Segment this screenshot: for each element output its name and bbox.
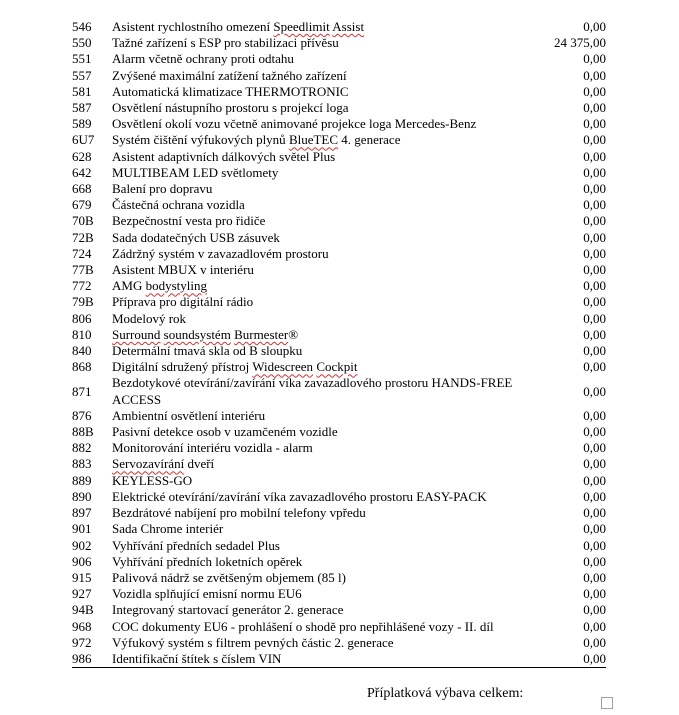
table-row bbox=[72, 505, 606, 521]
option-price: 0,00 bbox=[583, 569, 606, 585]
option-description bbox=[112, 586, 536, 602]
option-description bbox=[112, 343, 536, 359]
option-description bbox=[112, 359, 536, 375]
option-price: 0,00 bbox=[583, 67, 606, 83]
option-code: 915 bbox=[72, 569, 92, 585]
option-price: 0,00 bbox=[583, 326, 606, 342]
option-code: 642 bbox=[72, 164, 92, 180]
option-price: 0,00 bbox=[583, 294, 606, 310]
option-description bbox=[112, 619, 536, 635]
option-price: 0,00 bbox=[583, 383, 606, 399]
option-description bbox=[112, 246, 536, 262]
table-row bbox=[72, 197, 606, 213]
misspelled-word: BlueTEC bbox=[288, 132, 339, 148]
table-row bbox=[72, 116, 606, 132]
option-description bbox=[112, 440, 536, 456]
option-price: 0,00 bbox=[583, 537, 606, 553]
description-text: Identifikační štítek s číslem VIN bbox=[112, 650, 282, 666]
misspelled-word: Speedlimit bbox=[273, 19, 330, 34]
option-code: 806 bbox=[72, 310, 92, 326]
option-code: 551 bbox=[72, 51, 92, 67]
option-description bbox=[112, 181, 536, 197]
option-description bbox=[112, 116, 536, 132]
misspelled-word: Assist bbox=[332, 19, 365, 34]
option-code: 972 bbox=[72, 634, 92, 650]
misspelled-word: Widescreen bbox=[252, 359, 314, 375]
option-code: 986 bbox=[72, 650, 92, 666]
table-row bbox=[72, 651, 606, 668]
description-text: Modelový rok bbox=[112, 310, 187, 326]
option-description bbox=[112, 635, 536, 651]
option-code: 927 bbox=[72, 586, 92, 602]
description-text: Tažné zařízení s ESP pro stabilizaci přívěsu bbox=[112, 35, 339, 51]
option-description bbox=[112, 456, 536, 472]
description-text: Integrovaný startovací generátor 2. generace bbox=[112, 602, 344, 618]
description-text: Systém čištění výfukových plynů bbox=[112, 132, 289, 148]
option-price: 0,00 bbox=[583, 586, 606, 602]
description-text: Osvětlení nástupního prostoru s projekcí loga bbox=[112, 100, 349, 116]
option-price: 0,00 bbox=[583, 343, 606, 359]
option-price: 0,00 bbox=[583, 245, 606, 261]
option-price: 0,00 bbox=[583, 472, 606, 488]
option-code: 628 bbox=[72, 148, 92, 164]
misspelled-word: Burmester bbox=[234, 326, 289, 342]
option-code: 840 bbox=[72, 343, 92, 359]
description-text: Ambientní osvětlení interiéru bbox=[112, 407, 266, 423]
option-description bbox=[112, 19, 536, 35]
option-description bbox=[112, 602, 536, 618]
option-price: 0,00 bbox=[583, 650, 606, 666]
description-text: Palivová nádrž se zvětšeným objemem (85 l) bbox=[112, 569, 346, 585]
description-text: Automatická klimatizace THERMOTRONIC bbox=[112, 83, 349, 99]
table-row bbox=[72, 586, 606, 602]
option-description bbox=[112, 132, 536, 148]
option-price: 0,00 bbox=[583, 116, 606, 132]
option-description bbox=[112, 68, 536, 84]
option-price: 0,00 bbox=[583, 553, 606, 569]
description-text: Digitální sdružený přístroj bbox=[112, 359, 253, 375]
table-row bbox=[72, 343, 606, 359]
option-price: 0,00 bbox=[583, 148, 606, 164]
option-description bbox=[112, 149, 536, 165]
option-price: 0,00 bbox=[583, 424, 606, 440]
description-text: Alarm včetně ochrany proti odtahu bbox=[112, 51, 294, 67]
option-description bbox=[112, 554, 536, 570]
option-price: 0,00 bbox=[583, 488, 606, 504]
option-price: 0,00 bbox=[583, 100, 606, 116]
option-code: 871 bbox=[72, 383, 92, 399]
option-description bbox=[112, 230, 536, 246]
misspelled-word: soundsystém bbox=[163, 326, 231, 342]
description-text: Zádržný systém v zavazadlovém prostoru bbox=[112, 245, 329, 261]
description-text: Elektrické otevírání/zavírání víka zavazadlového prostoru EASY-PACK bbox=[112, 488, 487, 504]
description-text: Vyhřívání předních sedadel Plus bbox=[112, 537, 280, 553]
option-code: 810 bbox=[72, 326, 92, 342]
description-text: Osvětlení okolí vozu včetně animované projekce loga Mercedes-Benz bbox=[112, 116, 477, 132]
option-description bbox=[112, 278, 536, 294]
option-price: 0,00 bbox=[583, 213, 606, 229]
option-code: 88B bbox=[72, 424, 94, 440]
option-description bbox=[112, 375, 536, 407]
misspelled-word: Servozavírání bbox=[112, 456, 185, 472]
description-text: MULTIBEAM LED světlomety bbox=[112, 164, 279, 180]
option-code: 968 bbox=[72, 618, 92, 634]
option-description bbox=[112, 262, 536, 278]
table-row bbox=[72, 246, 606, 262]
table-row bbox=[72, 35, 606, 51]
option-price: 0,00 bbox=[583, 278, 606, 294]
description-text: Bezdrátové nabíjení pro mobilní telefony vpředu bbox=[112, 505, 366, 521]
table-row bbox=[72, 230, 606, 246]
description-text: Asistent rychlostního omezení bbox=[112, 19, 274, 34]
option-description bbox=[112, 505, 536, 521]
option-description bbox=[112, 570, 536, 586]
table-row bbox=[72, 132, 606, 148]
option-price: 0,00 bbox=[583, 310, 606, 326]
table-row bbox=[72, 181, 606, 197]
option-price: 0,00 bbox=[583, 262, 606, 278]
description-text: Sada dodatečných USB zásuvek bbox=[112, 229, 280, 245]
option-price: 0,00 bbox=[583, 164, 606, 180]
option-code: 72B bbox=[72, 229, 94, 245]
option-price: 0,00 bbox=[583, 634, 606, 650]
option-description bbox=[112, 424, 536, 440]
table-row bbox=[72, 165, 606, 181]
option-code: 876 bbox=[72, 407, 92, 423]
option-code: 77B bbox=[72, 262, 94, 278]
option-code: 882 bbox=[72, 440, 92, 456]
description-text: Částečná ochrana vozidla bbox=[112, 197, 245, 213]
option-code: 883 bbox=[72, 456, 92, 472]
table-row bbox=[72, 213, 606, 229]
total-label: Příplatková výbava celkem: bbox=[367, 686, 524, 701]
option-code: 94B bbox=[72, 602, 94, 618]
description-text: Bezpečnostní vesta pro řidiče bbox=[112, 213, 266, 229]
option-price: 24 375,00 bbox=[554, 35, 606, 51]
option-price: 0,00 bbox=[583, 359, 606, 375]
table-row bbox=[72, 521, 606, 537]
description-text: Balení pro dopravu bbox=[112, 181, 213, 197]
table-row bbox=[72, 408, 606, 424]
option-code: 587 bbox=[72, 100, 92, 116]
option-code: 557 bbox=[72, 67, 92, 83]
table-row bbox=[72, 489, 606, 505]
option-price: 0,00 bbox=[583, 407, 606, 423]
option-code: 890 bbox=[72, 488, 92, 504]
misspelled-word: bodystyling bbox=[145, 278, 207, 294]
table-row bbox=[72, 19, 606, 35]
table-row bbox=[72, 278, 606, 294]
option-price: 0,00 bbox=[583, 440, 606, 456]
option-price: 0,00 bbox=[583, 197, 606, 213]
option-description bbox=[112, 489, 536, 505]
option-price: 0,00 bbox=[583, 229, 606, 245]
option-code: 889 bbox=[72, 472, 92, 488]
table-row bbox=[72, 311, 606, 327]
table-row bbox=[72, 359, 606, 375]
table-row bbox=[72, 570, 606, 586]
option-description bbox=[112, 521, 536, 537]
option-description bbox=[112, 165, 536, 181]
description-text: Zvýšené maximální zatížení tažného zařízení bbox=[112, 67, 347, 83]
description-text: Příprava pro digitální rádio bbox=[112, 294, 254, 310]
option-code: 772 bbox=[72, 278, 92, 294]
option-code: 589 bbox=[72, 116, 92, 132]
option-code: 906 bbox=[72, 553, 92, 569]
option-description bbox=[112, 651, 536, 668]
option-code: 550 bbox=[72, 35, 92, 51]
table-row bbox=[72, 84, 606, 100]
option-code: 546 bbox=[72, 19, 92, 34]
table-row bbox=[72, 424, 606, 440]
table-row bbox=[72, 554, 606, 570]
total-checkbox[interactable] bbox=[601, 697, 613, 709]
table-row bbox=[72, 456, 606, 472]
option-code: 79B bbox=[72, 294, 94, 310]
description-text: dveří bbox=[184, 456, 215, 472]
table-row bbox=[72, 51, 606, 67]
option-code: 668 bbox=[72, 181, 92, 197]
option-description bbox=[112, 197, 536, 213]
misspelled-word: Cockpit bbox=[316, 359, 358, 375]
option-code: 724 bbox=[72, 245, 92, 261]
description-text: Determální tmavá skla od B sloupku bbox=[112, 343, 303, 359]
option-description bbox=[112, 213, 536, 229]
option-code: 70B bbox=[72, 213, 94, 229]
description-text: Bezdotykové otevírání/zavírání víka zavazadlového prostoru HANDS-FREE ACCESS bbox=[112, 375, 513, 407]
option-price: 0,00 bbox=[583, 521, 606, 537]
table-row bbox=[72, 440, 606, 456]
option-price: 0,00 bbox=[583, 505, 606, 521]
table-row bbox=[72, 619, 606, 635]
option-price: 0,00 bbox=[583, 456, 606, 472]
option-description bbox=[112, 538, 536, 554]
option-price: 0,00 bbox=[583, 83, 606, 99]
option-price: 0,00 bbox=[583, 602, 606, 618]
options-table bbox=[72, 19, 606, 668]
option-code: 868 bbox=[72, 359, 92, 375]
option-description bbox=[112, 35, 536, 51]
description-text: AMG bbox=[112, 278, 146, 294]
option-code: 901 bbox=[72, 521, 92, 537]
option-description bbox=[112, 100, 536, 116]
option-price: 0,00 bbox=[583, 181, 606, 197]
description-text: KEYLESS-GO bbox=[112, 472, 193, 488]
option-price: 0,00 bbox=[583, 618, 606, 634]
option-code: 679 bbox=[72, 197, 92, 213]
table-row bbox=[72, 327, 606, 343]
table-row bbox=[72, 68, 606, 84]
table-row bbox=[72, 294, 606, 310]
option-description bbox=[112, 311, 536, 327]
option-description bbox=[112, 84, 536, 100]
description-text: Monitorování interiéru vozidla - alarm bbox=[112, 440, 313, 456]
description-text: Výfukový systém s filtrem pevných částic 2. generace bbox=[112, 634, 394, 650]
option-code: 581 bbox=[72, 83, 92, 99]
table-row bbox=[72, 262, 606, 278]
table-row bbox=[72, 100, 606, 116]
option-description bbox=[112, 408, 536, 424]
option-price: 0,00 bbox=[583, 19, 606, 34]
option-code: 6U7 bbox=[72, 132, 95, 148]
description-text: Asistent adaptivních dálkových světel Plus bbox=[112, 148, 336, 164]
misspelled-word: Surround bbox=[112, 326, 161, 342]
description-text: Asistent MBUX v interiéru bbox=[112, 262, 254, 278]
description-text: Pasivní detekce osob v uzamčeném vozidle bbox=[112, 424, 338, 440]
description-text: 4. generace bbox=[338, 132, 401, 148]
table-row bbox=[72, 602, 606, 618]
table-row bbox=[72, 635, 606, 651]
description-text: Vozidla splňující emisní normu EU6 bbox=[112, 586, 302, 602]
option-description bbox=[112, 294, 536, 310]
option-price: 0,00 bbox=[583, 132, 606, 148]
option-code: 902 bbox=[72, 537, 92, 553]
option-description bbox=[112, 327, 536, 343]
table-row bbox=[72, 538, 606, 554]
option-code: 897 bbox=[72, 505, 92, 521]
table-row bbox=[72, 149, 606, 165]
table-row bbox=[72, 473, 606, 489]
description-text: COC dokumenty EU6 - prohlášení o shodě pro nepřihlášené vozy - II. díl bbox=[112, 618, 494, 634]
option-description bbox=[112, 473, 536, 489]
description-text: Vyhřívání předních loketních opěrek bbox=[112, 553, 303, 569]
option-price: 0,00 bbox=[583, 51, 606, 67]
description-text: ® bbox=[288, 326, 299, 342]
table-row bbox=[72, 375, 606, 407]
description-text: Sada Chrome interiér bbox=[112, 521, 224, 537]
option-description bbox=[112, 51, 536, 67]
